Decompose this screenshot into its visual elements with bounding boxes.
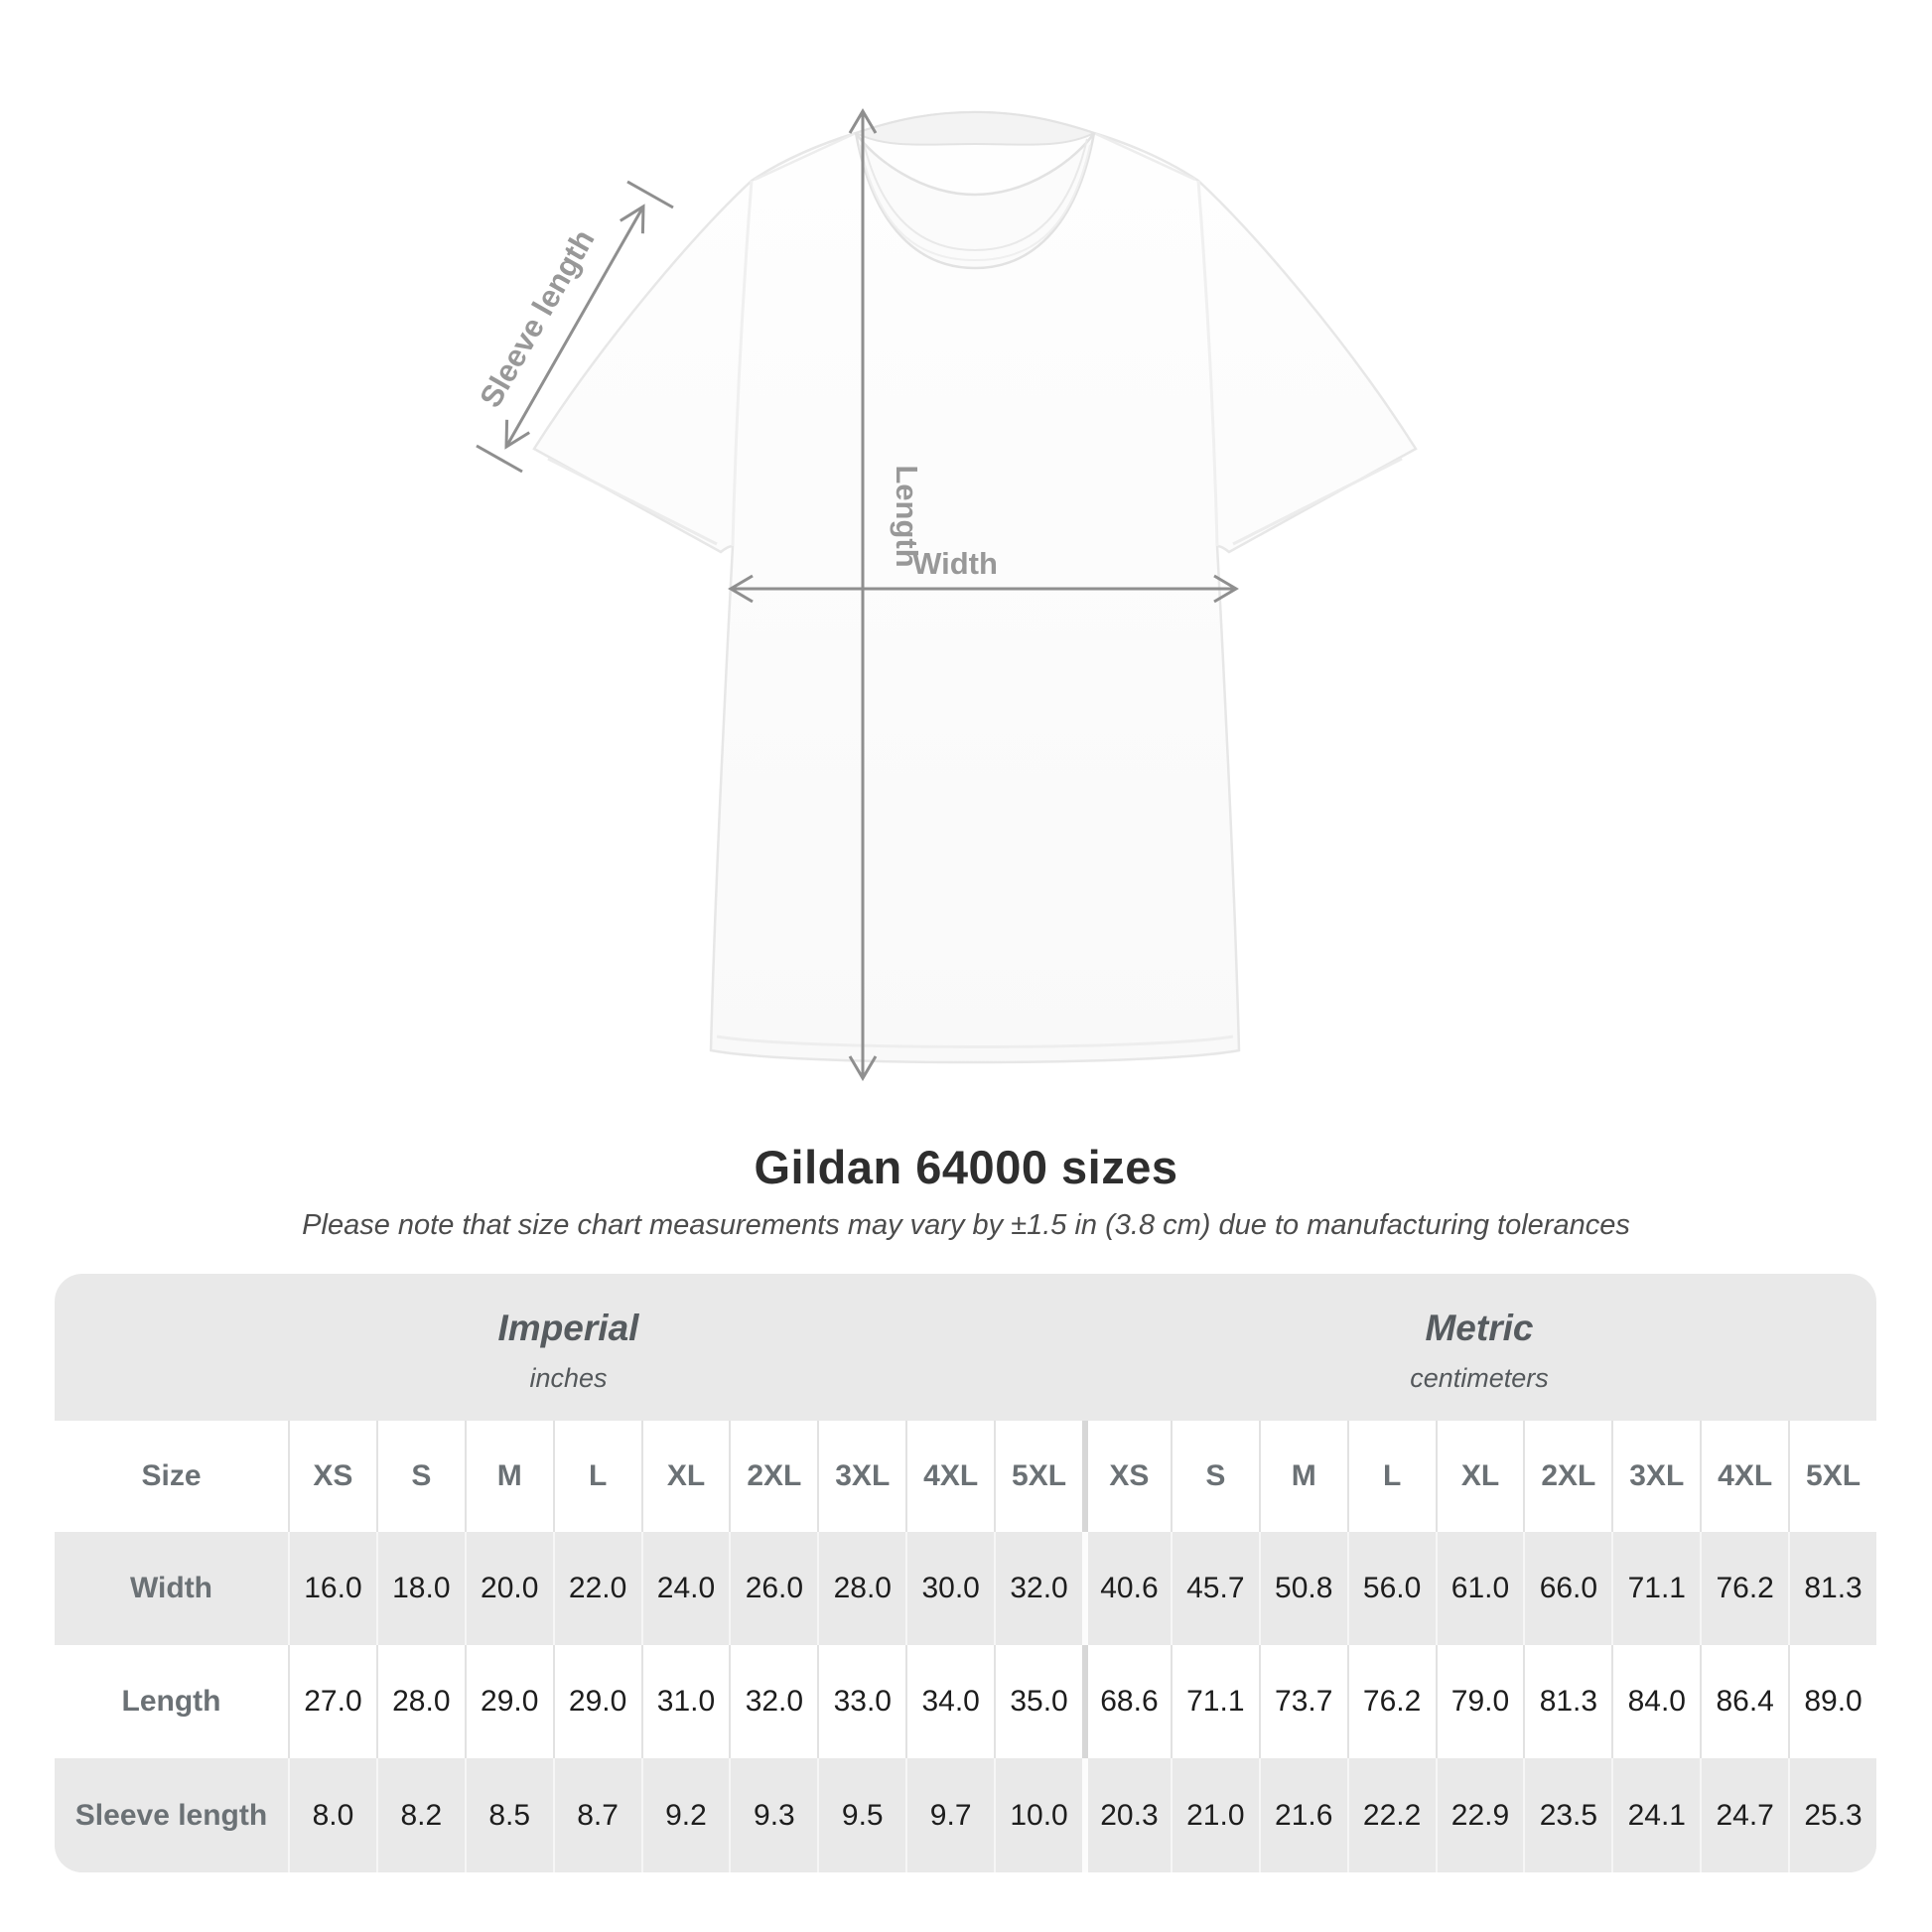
measurement-cell: 25.3 (1788, 1758, 1876, 1872)
measurement-cell: 89.0 (1788, 1645, 1876, 1758)
measurement-cell: 61.0 (1436, 1532, 1524, 1645)
measurement-cell: 20.3 (1082, 1758, 1171, 1872)
measurement-cell: 33.0 (817, 1645, 905, 1758)
size-col-header: L (1347, 1421, 1436, 1532)
measurement-cell: 34.0 (905, 1645, 994, 1758)
measurement-cell: 73.7 (1259, 1645, 1347, 1758)
size-col-header: M (1259, 1421, 1347, 1532)
size-col-header: 3XL (1611, 1421, 1700, 1532)
measurement-cell: 9.5 (817, 1758, 905, 1872)
size-col-header: 4XL (1700, 1421, 1788, 1532)
metric-unit-header (1082, 1274, 1876, 1421)
size-col-header: M (465, 1421, 553, 1532)
measurement-cell: 84.0 (1611, 1645, 1700, 1758)
measurement-cell: 20.0 (465, 1532, 553, 1645)
measurement-cell: 22.0 (553, 1532, 641, 1645)
size-col-header: XS (288, 1421, 376, 1532)
size-col-header: XL (641, 1421, 730, 1532)
size-col-header: 2XL (729, 1421, 817, 1532)
tshirt-diagram (397, 60, 1529, 1112)
imperial-label: Imperial (497, 1307, 639, 1348)
measurement-cell: 22.9 (1436, 1758, 1524, 1872)
metric-sublabel: centimeters (1410, 1362, 1549, 1393)
size-col-header: 2XL (1523, 1421, 1611, 1532)
measurement-cell: 22.2 (1347, 1758, 1436, 1872)
size-header-cell: Size (55, 1421, 288, 1532)
dimension-end-cap (477, 446, 522, 472)
size-col-header: XS (1082, 1421, 1171, 1532)
measurement-cell: 27.0 (288, 1645, 376, 1758)
page-subtitle: Please note that size chart measurements may vary by ±1.5 in (3.8 cm) due to manufacturing tolerances (302, 1209, 1630, 1241)
measurement-cell: 71.1 (1171, 1645, 1259, 1758)
row-label: Width (55, 1532, 288, 1645)
measurement-cell: 28.0 (817, 1532, 905, 1645)
size-chart-table (55, 1274, 1876, 1872)
measurement-cell: 71.1 (1611, 1532, 1700, 1645)
measurement-cell: 21.0 (1171, 1758, 1259, 1872)
measurement-cell: 79.0 (1436, 1645, 1524, 1758)
measurement-cell: 50.8 (1259, 1532, 1347, 1645)
width-label: Width (912, 546, 998, 581)
size-col-header: XL (1436, 1421, 1524, 1532)
size-col-header: 3XL (817, 1421, 905, 1532)
measurement-cell: 68.6 (1082, 1645, 1171, 1758)
metric-label: Metric (1425, 1307, 1534, 1348)
measurement-cell: 9.3 (729, 1758, 817, 1872)
measurement-cell: 29.0 (553, 1645, 641, 1758)
measurement-cell: 10.0 (994, 1758, 1082, 1872)
measurement-cell: 40.6 (1082, 1532, 1171, 1645)
row-label: Length (55, 1645, 288, 1758)
measurement-cell: 8.2 (376, 1758, 465, 1872)
measurement-cell: 81.3 (1523, 1645, 1611, 1758)
measurement-cell: 24.0 (641, 1532, 730, 1645)
measurement-cell: 16.0 (288, 1532, 376, 1645)
imperial-unit-header (55, 1274, 1082, 1421)
measurement-cell: 8.0 (288, 1758, 376, 1872)
size-col-header: S (1171, 1421, 1259, 1532)
measurement-cell: 35.0 (994, 1645, 1082, 1758)
measurement-cell: 76.2 (1700, 1532, 1788, 1645)
imperial-sublabel: inches (529, 1362, 608, 1393)
measurement-cell: 66.0 (1523, 1532, 1611, 1645)
measurement-cell: 81.3 (1788, 1532, 1876, 1645)
size-col-header: S (376, 1421, 465, 1532)
measurement-cell: 32.0 (729, 1645, 817, 1758)
page-title: Gildan 64000 sizes (754, 1141, 1178, 1193)
size-col-header: 4XL (905, 1421, 994, 1532)
measurement-cell: 18.0 (376, 1532, 465, 1645)
size-col-header: L (553, 1421, 641, 1532)
measurement-cell: 23.5 (1523, 1758, 1611, 1872)
measurement-cell: 24.7 (1700, 1758, 1788, 1872)
measurement-cell: 31.0 (641, 1645, 730, 1758)
measurement-cell: 9.7 (905, 1758, 994, 1872)
row-label: Sleeve length (55, 1758, 288, 1872)
measurement-cell: 9.2 (641, 1758, 730, 1872)
size-col-header: 5XL (1788, 1421, 1876, 1532)
measurement-cell: 24.1 (1611, 1758, 1700, 1872)
measurement-cell: 86.4 (1700, 1645, 1788, 1758)
measurement-cell: 8.5 (465, 1758, 553, 1872)
measurement-cell: 30.0 (905, 1532, 994, 1645)
length-label: Length (890, 465, 924, 568)
measurement-cell: 76.2 (1347, 1645, 1436, 1758)
dimension-end-cap (627, 182, 673, 207)
measurement-cell: 28.0 (376, 1645, 465, 1758)
measurement-cell: 32.0 (994, 1532, 1082, 1645)
measurement-cell: 29.0 (465, 1645, 553, 1758)
size-col-header: 5XL (994, 1421, 1082, 1532)
measurement-cell: 56.0 (1347, 1532, 1436, 1645)
measurement-cell: 45.7 (1171, 1532, 1259, 1645)
measurement-cell: 8.7 (553, 1758, 641, 1872)
measurement-cell: 21.6 (1259, 1758, 1347, 1872)
measurement-cell: 26.0 (729, 1532, 817, 1645)
sleeve-length-label: Sleeve length (473, 223, 602, 414)
